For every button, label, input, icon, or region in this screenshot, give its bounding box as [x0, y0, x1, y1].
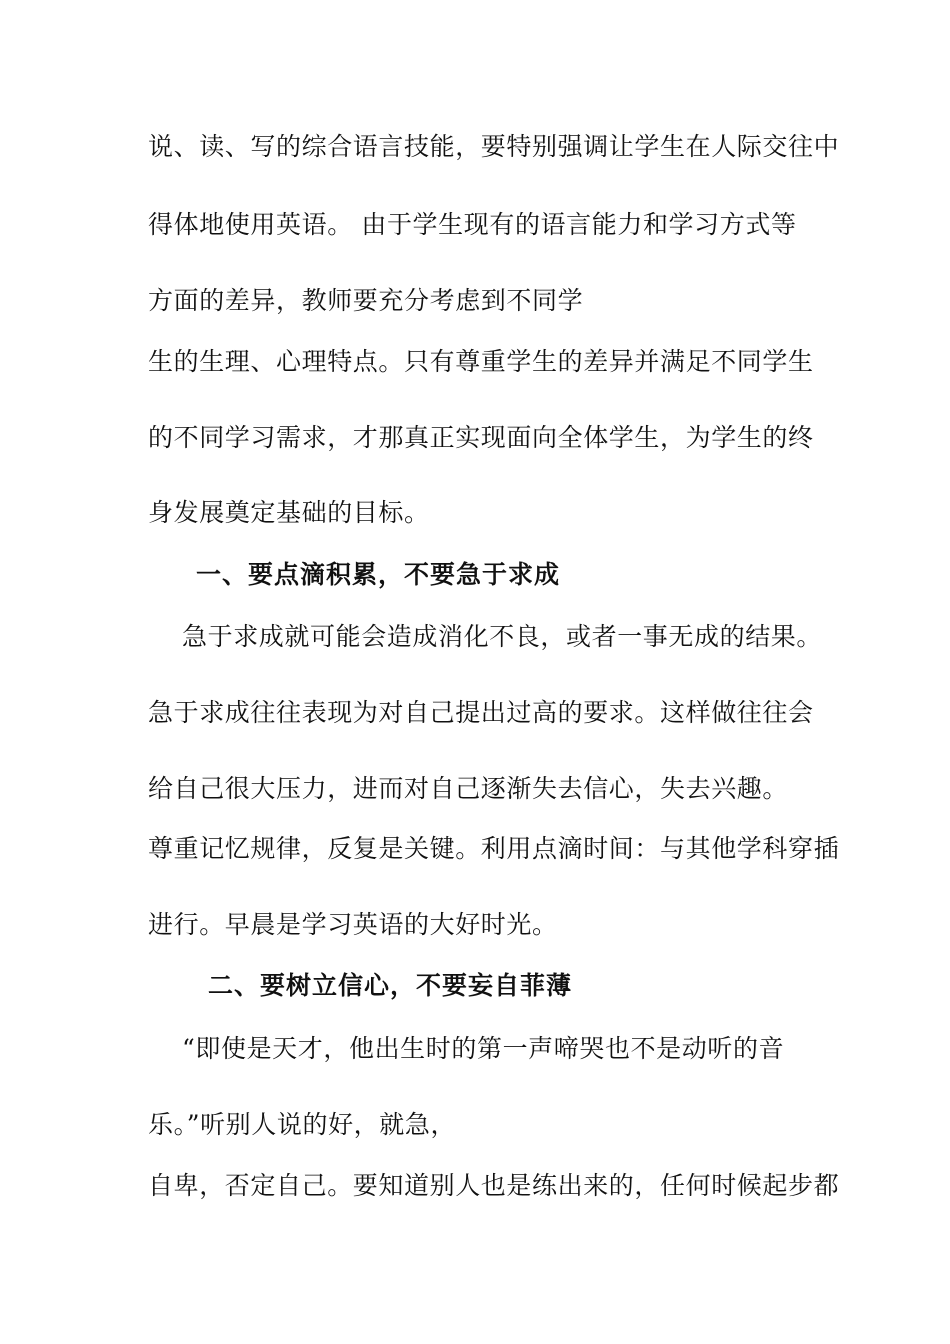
body-line: 生的生理、心理特点。只有尊重学生的差异并满足不同学生 — [148, 347, 814, 376]
body-line: 尊重记忆规律，反复是关键。利用点滴时间：与其他学科穿插 — [148, 834, 840, 863]
section-heading-1: 一、要点滴积累，不要急于求成 — [196, 560, 561, 589]
body-line: 进行。早晨是学习英语的大好时光。 — [148, 910, 558, 939]
body-line: 得体地使用英语。 由于学生现有的语言能力和学习方式等 — [148, 210, 797, 239]
body-line: 方面的差异，教师要充分考虑到不同学 — [148, 286, 584, 315]
body-line: “即使是天才，他出生时的第一声啼哭也不是动听的音 — [182, 1034, 785, 1063]
section-heading-2: 二、要树立信心，不要妄自菲薄 — [208, 971, 573, 1000]
body-line: 自卑，否定自己。要知道别人也是练出来的，任何时候起步都 — [148, 1171, 840, 1200]
body-line: 的不同学习需求，才那真正实现面向全体学生，为学生的终 — [148, 423, 814, 452]
body-line: 给自己很大压力，进而对自己逐渐失去信心，失去兴趣。 — [148, 774, 789, 803]
body-line: 乐。”听别人说的好，就急， — [148, 1110, 457, 1139]
body-line: 急于求成就可能会造成消化不良，或者一事无成的结果。 — [182, 622, 823, 651]
body-line: 身发展奠定基础的目标。 — [148, 498, 430, 527]
body-line: 急于求成往往表现为对自己提出过高的要求。这样做往往会 — [148, 698, 814, 727]
body-line: 说、读、写的综合语言技能，要特别强调让学生在人际交往中 — [148, 132, 840, 161]
